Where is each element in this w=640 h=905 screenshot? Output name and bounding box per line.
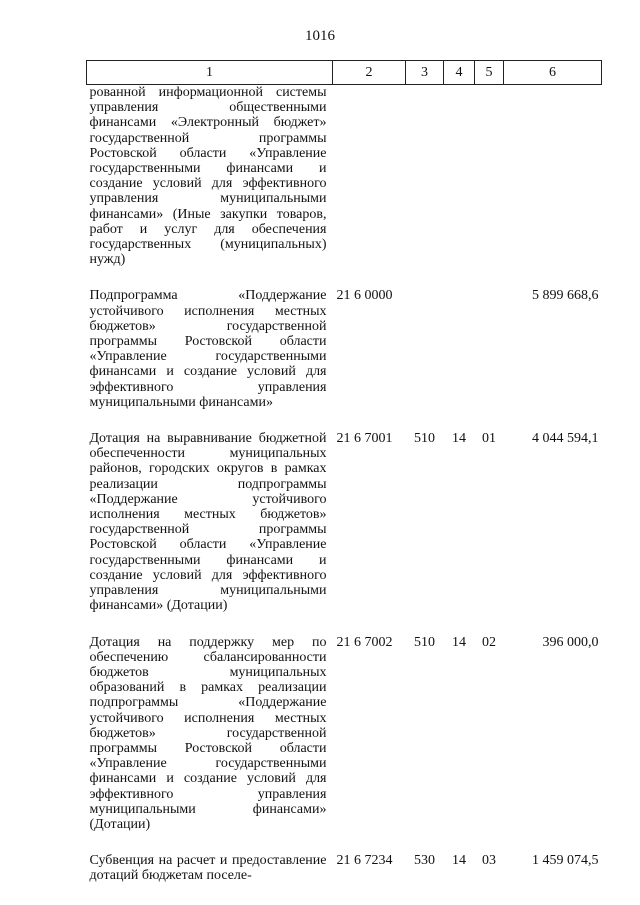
row-description: Субвенция на расчет и предоставление дотаций бюджетам поселе- [89, 853, 327, 884]
row-amount [504, 85, 602, 268]
page-number: 1016 [305, 28, 335, 44]
row-amount: 4 044 594,1 [532, 431, 599, 447]
row-code: 21 6 7234 [336, 853, 393, 869]
row-rz [444, 288, 475, 410]
column-header: 3 [406, 61, 444, 85]
row-pr: 01 [482, 431, 496, 447]
row-pr [475, 85, 504, 268]
table-row [87, 635, 602, 833]
column-header: 6 [504, 61, 602, 85]
row-vr: 510 [414, 634, 435, 650]
column-header: 1 [87, 61, 333, 85]
row-code [333, 85, 406, 268]
table-row [87, 853, 602, 883]
row-vr: 510 [414, 431, 435, 447]
row-amount: 5 899 668,6 [532, 288, 599, 304]
row-vr [406, 288, 444, 410]
table-row [87, 431, 602, 613]
table-row [87, 85, 602, 268]
row-rz [444, 85, 475, 268]
row-code: 21 6 0000 [336, 288, 393, 304]
row-pr: 03 [482, 853, 496, 869]
row-description: Дотация на поддержку мер по обеспечению сбалансированности бюджетов муниципальных образований в рамках реализации подпрограммы «Поддержание устойчивого исполнения местных бюджетов» государственной программы Ростовской области «Управление государственными финансами и создание условий для эффективного управления муниципальными финансами» (Дотации) [89, 634, 327, 832]
row-amount: 396 000,0 [542, 634, 599, 650]
table-row [87, 288, 602, 410]
row-rz: 14 [452, 853, 466, 869]
row-rz: 14 [452, 431, 466, 447]
row-vr: 530 [414, 853, 435, 869]
header-row [87, 61, 602, 85]
row-code: 21 6 7002 [336, 634, 393, 650]
row-amount: 1 459 074,5 [532, 853, 599, 869]
row-vr [406, 85, 444, 268]
row-pr: 02 [482, 634, 496, 650]
row-pr [475, 288, 504, 410]
row-rz: 14 [452, 634, 466, 650]
column-header: 4 [444, 61, 475, 85]
row-code: 21 6 7001 [336, 431, 393, 447]
column-header: 2 [333, 61, 406, 85]
column-header: 5 [475, 61, 504, 85]
budget-table [86, 60, 602, 884]
row-description: Подпрограмма «Поддержание устойчивого исполнения местных бюджетов» государственной программы Ростовской области «Управление государственными финансами и создание условий для эффективного управления муниципальными финансами» [89, 288, 327, 410]
row-description: рованной информационной системы управления общественными финансами «Электронный бюджет» государственной программы Ростовской области «Управление государственными финансами и создание условий для эффективного управления муниципальными финансами» (Иные закупки товаров, работ и услуг для обеспечения государственных (муниципальных) нужд) [89, 85, 327, 268]
row-description: Дотация на выравнивание бюджетной обеспеченности муниципальных районов, городских округов в рамках реализации подпрограммы «Поддержание устойчивого исполнения местных бюджетов» государственной программы Ростовской области «Управление государственными финансами и создание условий для эффективного управления муниципальными финансами» (Дотации) [89, 431, 327, 614]
